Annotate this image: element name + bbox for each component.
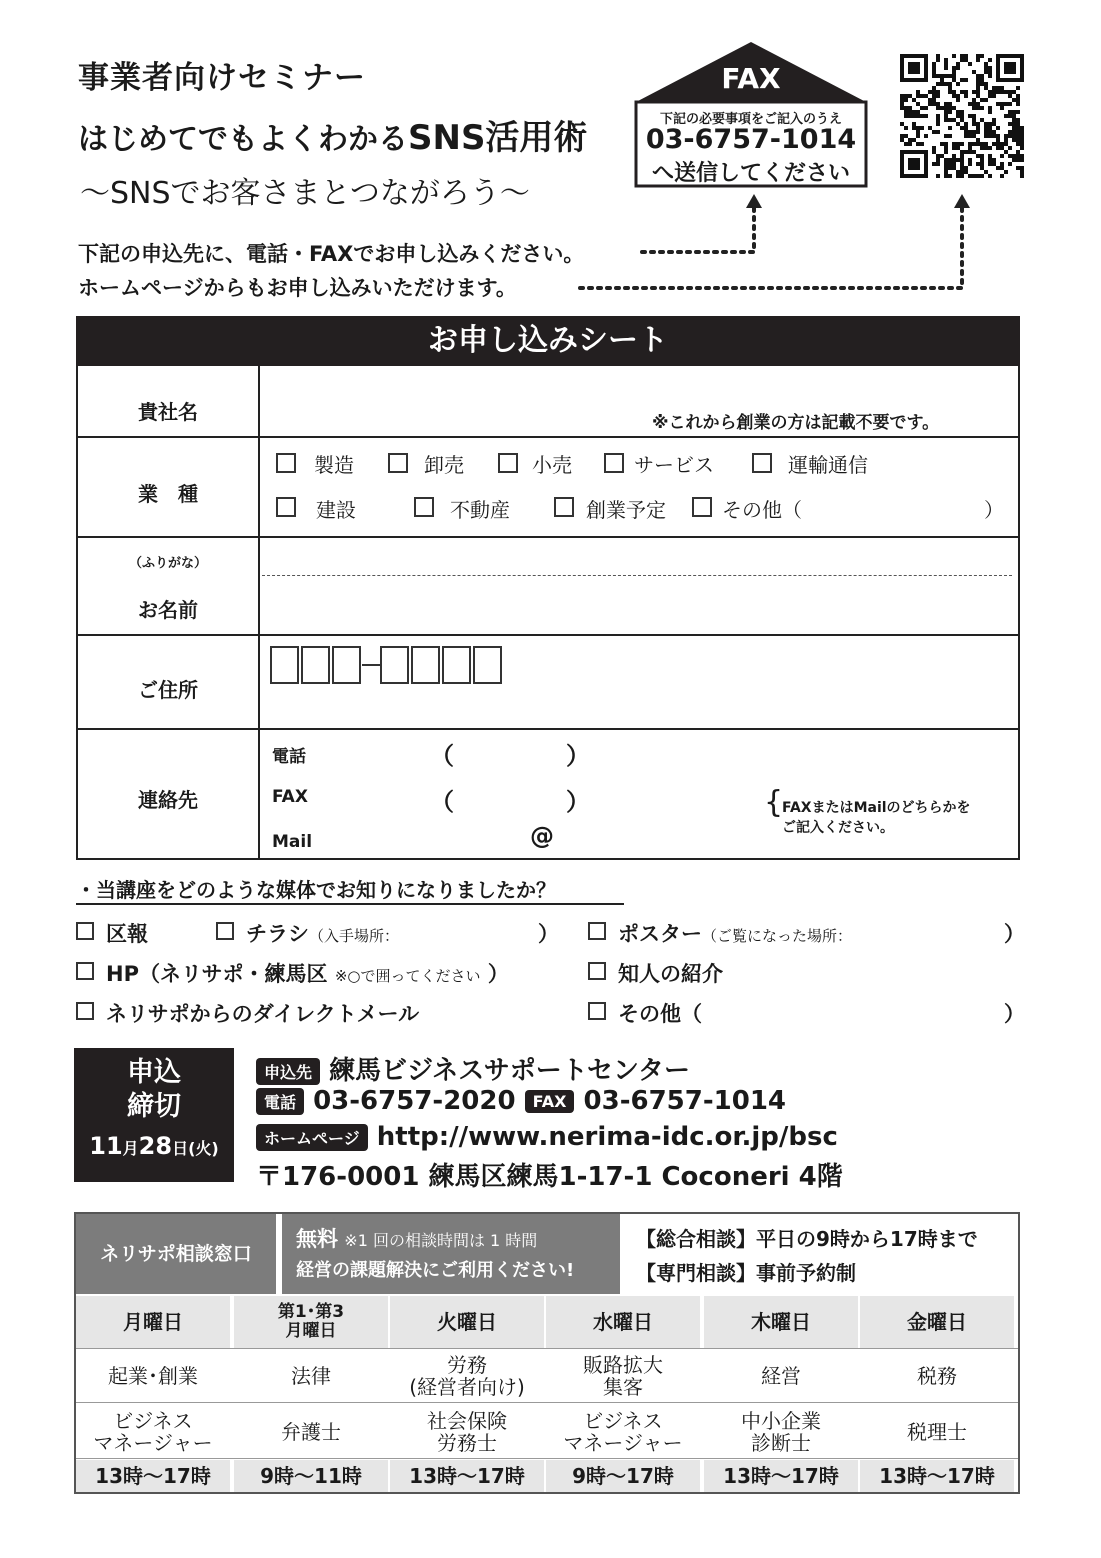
media-checkbox[interactable] xyxy=(76,962,94,980)
fax-tag: FAX xyxy=(525,1090,575,1113)
form-row-line xyxy=(76,634,1020,636)
dest-row xyxy=(256,1050,690,1087)
postal-code-box[interactable] xyxy=(332,646,361,684)
industry-option: 小売 xyxy=(532,453,572,477)
media-poster-label: ポスター xyxy=(618,922,702,946)
company-label: 貴社名 xyxy=(138,400,198,424)
tel-field[interactable] xyxy=(330,736,750,770)
deadline-line-2: 締切 xyxy=(127,1091,181,1122)
media-option-kuho: 区報 xyxy=(106,922,148,946)
consult-free-label: 無料 xyxy=(296,1227,338,1251)
consult-free-line-1 xyxy=(296,1224,606,1256)
consult-topic-cell: 起業･創業 xyxy=(108,1364,198,1388)
consult-expert-cell: 税理士 xyxy=(907,1420,967,1444)
consult-row-line xyxy=(76,1348,1018,1349)
industry-label: 業 種 xyxy=(138,482,198,506)
consult-topic-cell: 経営 xyxy=(761,1364,801,1388)
media-hp-close: ） xyxy=(487,962,509,986)
industry-option: 建設 xyxy=(316,498,356,522)
industry-checkbox[interactable] xyxy=(498,453,518,473)
media-checkbox[interactable] xyxy=(76,922,94,940)
industry-option: サービス xyxy=(634,453,714,477)
contact-brace: { xyxy=(764,785,784,820)
address-field[interactable] xyxy=(262,690,1016,726)
media-underline xyxy=(76,903,624,905)
consult-expert-cell: ビジネス マネージャー xyxy=(563,1409,683,1455)
consult-day-cell: 水曜日 xyxy=(546,1296,700,1348)
postal-code-box[interactable] xyxy=(380,646,409,684)
deadline-day-unit: 日 xyxy=(172,1139,189,1158)
postal-code-box[interactable] xyxy=(301,646,330,684)
homepage-link[interactable]: http://www.nerima-idc.or.jp/bsc xyxy=(376,1122,838,1152)
industry-checkbox[interactable] xyxy=(692,497,712,517)
form-row-line xyxy=(76,728,1020,730)
company-note: ※これから創業の方は記載不要です。 xyxy=(652,413,940,433)
deadline-day: 28 xyxy=(138,1132,173,1160)
consult-day-cell: 金曜日 xyxy=(860,1296,1014,1348)
media-poster-close: ） xyxy=(1004,922,1025,946)
media-option-poster xyxy=(618,918,852,948)
seminar-label: 事業者向けセミナー xyxy=(78,60,366,96)
postal-code-box[interactable] xyxy=(270,646,299,684)
name-label: お名前 xyxy=(138,598,198,622)
industry-checkbox[interactable] xyxy=(752,453,772,473)
form-row-line xyxy=(76,436,1020,438)
consult-day-cell: 火曜日 xyxy=(390,1296,544,1348)
deadline-month-unit: 月 xyxy=(122,1139,139,1158)
consult-row-line xyxy=(76,1402,1018,1403)
media-checkbox[interactable] xyxy=(588,922,606,940)
instruction-line-1: 下記の申込先に、電話・FAXでお申し込みください。 xyxy=(78,242,585,266)
consult-general: 【総合相談】平日の9時から17時まで xyxy=(636,1227,978,1251)
media-hp-note: ※○で囲ってください xyxy=(334,967,481,985)
homepage-row xyxy=(256,1122,838,1152)
fax-field[interactable] xyxy=(330,782,750,816)
industry-option: 創業予定 xyxy=(586,498,666,522)
deadline-weekday: (火) xyxy=(188,1139,219,1158)
media-chirashi-note: （入手場所： xyxy=(309,927,400,945)
consult-separator xyxy=(277,1214,280,1294)
instruction-line-2: ホームページからもお申し込みいただけます。 xyxy=(78,276,517,300)
media-option-other: その他（ xyxy=(618,1002,702,1026)
fax-label: FAX xyxy=(272,787,308,807)
fax-number: 03-6757-1014 xyxy=(583,1086,787,1116)
postal-code-box[interactable] xyxy=(473,646,502,684)
industry-option: 運輸通信 xyxy=(788,453,868,477)
consult-topic-cell: 法律 xyxy=(291,1364,331,1388)
furigana-divider xyxy=(262,575,1012,576)
media-option-acquaintance: 知人の紹介 xyxy=(618,962,723,986)
industry-checkbox[interactable] xyxy=(604,453,624,473)
industry-option: 不動産 xyxy=(450,498,510,522)
furigana-field[interactable] xyxy=(262,540,1016,574)
consult-expert-cell: 弁護士 xyxy=(281,1420,341,1444)
hp-tag: ホームページ xyxy=(256,1124,368,1151)
consult-day-cell: 第1･第3 月曜日 xyxy=(234,1296,388,1348)
seminar-title-main: SNS活用術 xyxy=(408,118,588,158)
fax-house-label: FAX xyxy=(721,62,781,95)
media-question: ・当講座をどのような媒体でお知りになりましたか？ xyxy=(76,878,556,902)
consult-time-cell: 13時～17時 xyxy=(76,1460,230,1492)
media-option-chirashi xyxy=(246,918,399,948)
consult-row-line xyxy=(76,1458,1018,1459)
industry-checkbox[interactable] xyxy=(276,453,296,473)
media-hp-label: HP（ネリサポ・練馬区 xyxy=(106,962,328,986)
consult-expert-cell: ビジネス マネージャー xyxy=(93,1409,213,1455)
furigana-label: （ふりがな） xyxy=(128,556,207,571)
consult-time-cell: 13時～17時 xyxy=(860,1460,1014,1492)
form-heading: お申し込みシート xyxy=(76,316,1020,366)
dest-org: 練馬ビジネスサポートセンター xyxy=(329,1056,690,1086)
industry-checkbox[interactable] xyxy=(414,497,434,517)
fax-paren-open: （ xyxy=(430,788,454,816)
tel-number[interactable]: 03-6757-2020 xyxy=(313,1086,516,1116)
contact-note xyxy=(782,798,971,838)
consult-expert-cell: 中小企業 診断士 xyxy=(741,1409,821,1455)
deadline-date xyxy=(74,1132,234,1160)
fax-paren-close: ） xyxy=(566,788,590,816)
consult-day-cell: 月曜日 xyxy=(76,1296,230,1348)
contact-label: 連絡先 xyxy=(138,788,198,812)
industry-checkbox[interactable] xyxy=(276,497,296,517)
tel-paren-open: （ xyxy=(430,742,454,770)
media-option-dm: ネリサポからのダイレクトメール xyxy=(106,1002,420,1026)
mail-at: @ xyxy=(530,822,554,850)
contact-note-line-2: ご記入ください。 xyxy=(782,820,894,836)
deadline-line-1: 申込 xyxy=(127,1057,181,1088)
form-row-line xyxy=(76,536,1020,538)
contact-note-line-1: FAXまたはMailのどちらかを xyxy=(782,800,971,816)
fax-house-number: 03-6757-1014 xyxy=(645,124,857,155)
address-label: ご住所 xyxy=(138,678,198,702)
fax-house-note: 下記の必要事項をご記入のうえ xyxy=(659,112,842,127)
seminar-tagline: ～SNSでお客さまとつながろう～ xyxy=(80,176,530,211)
industry-option: 製造 xyxy=(314,453,354,477)
consult-expert-cell: 社会保険 労務士 xyxy=(427,1409,507,1455)
name-field[interactable] xyxy=(262,580,1016,630)
postal-code-box[interactable] xyxy=(411,646,440,684)
dest-tag: 申込先 xyxy=(256,1058,320,1085)
deadline-month: 11 xyxy=(89,1132,123,1160)
consult-topic-cell: 労務 (経営者向け) xyxy=(409,1353,525,1399)
consult-hours xyxy=(636,1222,978,1290)
media-chirashi-label: チラシ xyxy=(246,922,309,946)
consult-title: ネリサポ相談窓口 xyxy=(76,1214,276,1294)
phone-row xyxy=(256,1086,786,1116)
tel-paren-close: ） xyxy=(566,742,590,770)
postal-code-box[interactable] xyxy=(442,646,471,684)
media-checkbox[interactable] xyxy=(216,922,234,940)
consult-free-note: ※1 回の相談時間は 1 時間 xyxy=(344,1231,538,1250)
industry-checkbox[interactable] xyxy=(388,453,408,473)
fax-house-send: へ送信してください xyxy=(651,161,850,186)
media-checkbox[interactable] xyxy=(588,1002,606,1020)
media-checkbox[interactable] xyxy=(588,962,606,980)
consult-topic-cell: 販路拡大 集客 xyxy=(583,1353,663,1399)
tel-tag: 電話 xyxy=(256,1088,304,1115)
consult-time-cell: 9時～11時 xyxy=(234,1460,388,1492)
industry-close-paren: ） xyxy=(984,498,1004,522)
consult-day-cell: 木曜日 xyxy=(704,1296,858,1348)
media-checkbox[interactable] xyxy=(76,1002,94,1020)
consult-topic-cell: 税務 xyxy=(917,1364,957,1388)
media-chirashi-close: ） xyxy=(538,922,559,946)
postal-hyphen xyxy=(362,664,380,666)
deadline-box xyxy=(74,1048,234,1182)
media-option-hp xyxy=(106,958,509,988)
media-poster-note: （ご覧になった場所： xyxy=(702,927,853,945)
mail-label: Mail xyxy=(272,832,313,852)
consult-time-cell: 13時～17時 xyxy=(704,1460,858,1492)
consult-time-cell: 13時～17時 xyxy=(390,1460,544,1492)
seminar-title-prefix: はじめてでもよくわかる xyxy=(78,122,408,157)
consult-free-line-2: 経営の課題解決にご利用ください! xyxy=(296,1260,575,1281)
industry-checkbox[interactable] xyxy=(554,497,574,517)
consult-time-cell: 9時～17時 xyxy=(546,1460,700,1492)
tel-label: 電話 xyxy=(272,747,306,767)
address-line: 〒176-0001 練馬区練馬1-17-1 Coconeri 4階 xyxy=(256,1162,843,1192)
consult-free-box xyxy=(282,1214,620,1294)
mail-field[interactable] xyxy=(330,822,750,856)
consult-special: 【専門相談】事前予約制 xyxy=(636,1261,856,1285)
media-other-close: ） xyxy=(1004,1002,1025,1026)
industry-option: 卸売 xyxy=(424,453,464,477)
industry-option: その他（ xyxy=(722,498,802,522)
